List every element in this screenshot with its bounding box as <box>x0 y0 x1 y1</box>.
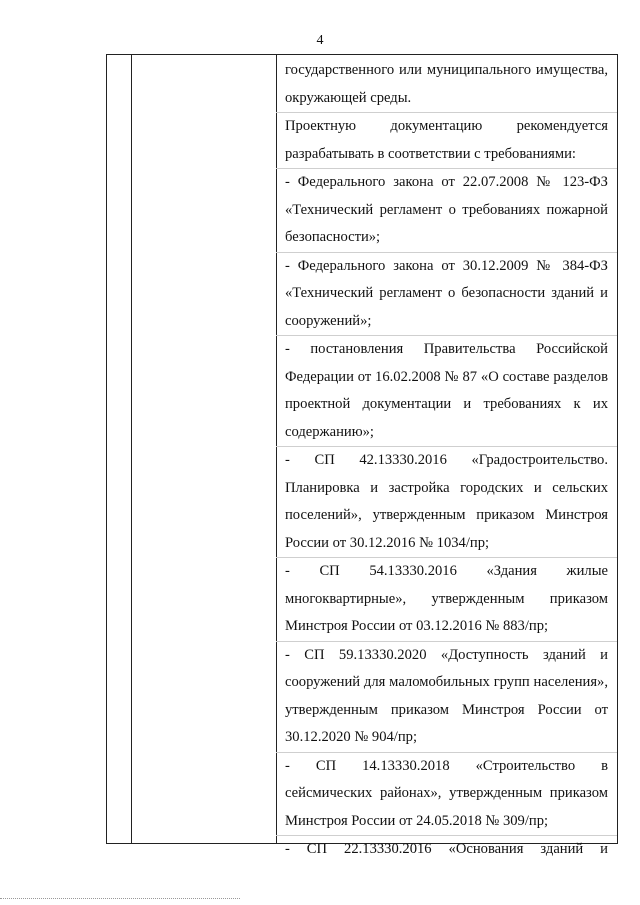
page-number: 4 <box>316 33 324 48</box>
requirement-item: - Федерального закона от 22.07.2008 № 123-ФЗ «Технический регламент о требованиях пожарной безопасности»; <box>285 174 608 245</box>
requirement-item: - СП 42.13330.2016 «Градостроительство. Планировка и застройка городских и сельских поселений», утвержденным приказом Минстроя России от 30.12.2016 № 1034/пр; <box>285 452 608 551</box>
requirements-cell <box>285 57 608 864</box>
table-column-divider <box>276 54 277 844</box>
paragraph-continuation: государственного или муниципального имущества, окружающей среды. <box>285 62 608 106</box>
requirement-item: - СП 14.13330.2018 «Строительство в сейсмических районах», утвержденным приказом Минстроя России от 24.05.2018 № 309/пр; <box>285 757 608 829</box>
requirement-item: - СП 59.13330.2020 «Доступность зданий и сооружений для маломобильных групп населения», утвержденным приказом Минстроя России от 30.12.2020 № 904/пр; <box>285 646 608 745</box>
requirement-item: - СП 54.13330.2016 «Здания жилые многоквартирные», утвержденным приказом Минстроя России от 03.12.2016 № 883/пр; <box>285 563 608 634</box>
requirement-item: - постановления Правительства Российской Федерации от 16.02.2008 № 87 «О составе разделов проектной документации и требованиях к их содержанию»; <box>285 341 608 440</box>
footer-rule <box>0 898 240 899</box>
paragraph-intro: Проектную документацию рекомендуется разрабатывать в соответствии с требованиями: <box>285 118 608 162</box>
table-column-divider <box>131 54 132 844</box>
requirement-item: - СП 22.13330.2016 «Основания зданий и <box>285 841 608 857</box>
requirement-item: - Федерального закона от 30.12.2009 № 384-ФЗ «Технический регламент о безопасности зданий и сооружений»; <box>285 257 608 329</box>
